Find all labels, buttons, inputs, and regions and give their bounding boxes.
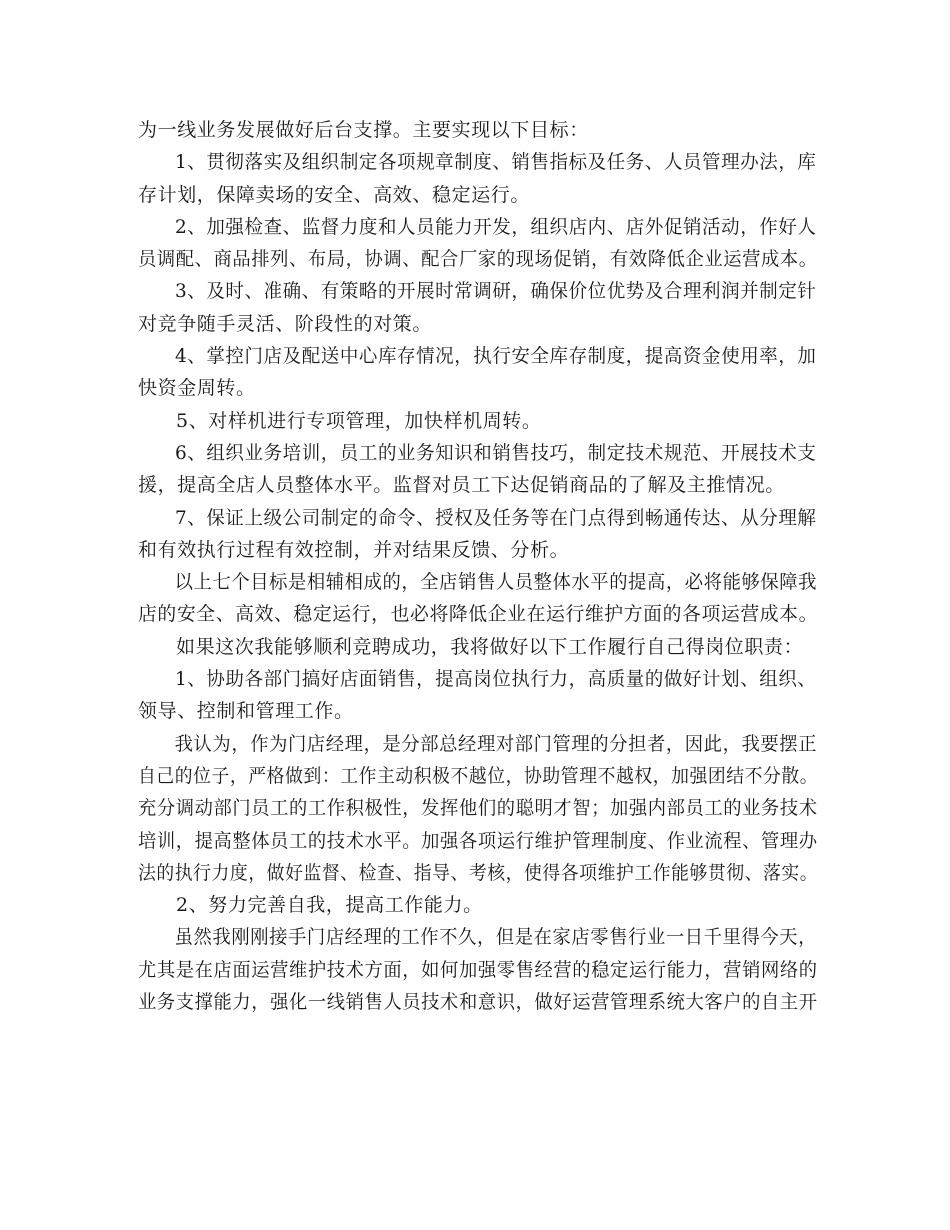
text-line: 店的安全、高效、稳定运行，也必将降低企业在运行维护方面的各项运营成本。 [138,603,819,626]
document-body [138,114,818,1018]
text-line: 充分调动部门员工的工作积极性，发挥他们的聪明才智；加强内部员工的业务技术 [138,797,818,820]
text-line: 援，提高全店人员整体水平。监督对员工下达促销商品的了解及主推情况。 [138,474,785,497]
text-line: 3、及时、准确、有策略的开展时常调研，确保价位优势及合理利润并制定针 [174,280,817,303]
text-line: 2、加强检查、监督力度和人员能力开发，组织店内、店外促销活动，作好人 [174,215,817,238]
text-line: 5、对样机进行专项管理，加快样机周转。 [176,409,542,432]
text-line: 6、组织业务培训，员工的业务知识和销售技巧，制定技术规范、开展技术支 [174,441,817,464]
text-line: 为一线业务发展做好后台支撑。主要实现以下目标： [138,119,589,141]
text-line: 培训，提高整体员工的技术水平。加强各项运行维护管理制度、作业流程、管理办 [138,829,818,852]
text-line: 1、协助各部门搞好店面销售，提高岗位执行力，高质量的做好计划、组织、 [174,668,817,691]
text-line: 我认为，作为门店经理，是分部总经理对部门管理的分担者，因此，我要摆正 [174,732,818,755]
text-line: 如果这次我能够顺利竞聘成功，我将做好以下工作履行自己得岗位职责： [176,635,804,658]
text-line: 1、贯彻落实及组织制定各项规章制度、销售指标及任务、人员管理办法，库 [174,151,817,174]
text-line: 和有效执行过程有效控制，并对结果反馈、分析。 [138,538,570,561]
text-line: 7、保证上级公司制定的命令、授权及任务等在门点得到畅通传达、从分理解 [174,506,817,529]
text-line: 员调配、商品排列、布局，协调、配合厂家的现场促销，有效降低企业运营成本。 [138,248,818,271]
text-line: 2、努力完善自我，提高工作能力。 [176,894,483,917]
text-line: 快资金周转。 [138,377,256,400]
text-line: 虽然我刚刚接手门店经理的工作不久，但是在家店零售行业一日千里得今天， [174,926,818,949]
text-line: 以上七个目标是相辅相成的，全店销售人员整体水平的提高，必将能够保障我 [174,571,818,594]
text-line: 尤其是在店面运营维护技术方面，如何加强零售经营的稳定运行能力，营销网络的 [138,958,818,981]
text-line: 法的执行力度，做好监督、检查、指导、考核，使得各项维护工作能够贯彻、落实。 [138,861,819,884]
text-line: 4、掌控门店及配送中心库存情况，执行安全库存制度，提高资金使用率，加 [174,345,817,368]
text-line: 自己的位子，严格做到：工作主动积极不越位，协助管理不越权，加强团结不分散。 [138,764,819,787]
text-line: 业务支撑能力，强化一线销售人员技术和意识，做好运营管理系统大客户的自主开 [138,991,818,1014]
text-line: 领导、控制和管理工作。 [138,700,354,723]
text-line: 对竞争随手灵活、阶段性的对策。 [138,312,433,335]
text-line: 存计划，保障卖场的安全、高效、稳定运行。 [138,183,531,206]
